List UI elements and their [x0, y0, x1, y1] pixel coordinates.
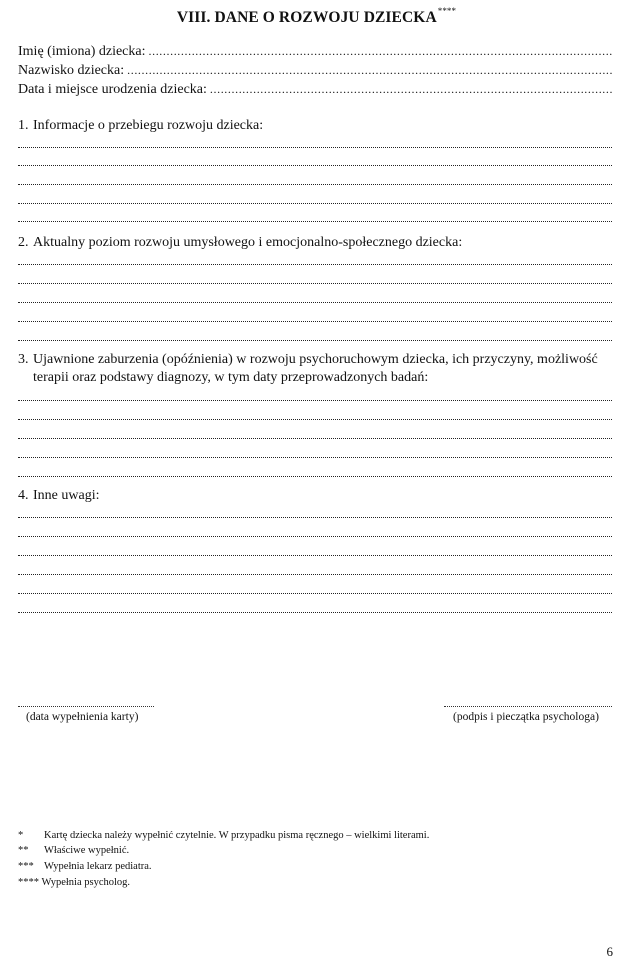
section-3-line[interactable] [18, 443, 612, 458]
section-1-line[interactable] [18, 133, 612, 148]
footnote-mark: **** [18, 877, 39, 888]
section-2-line[interactable] [18, 326, 612, 341]
section-3-line[interactable] [18, 462, 612, 477]
section-3-line[interactable] [18, 386, 612, 401]
section-number: 2. [18, 235, 29, 250]
field-label: Nazwisko dziecka: [18, 63, 125, 78]
footnote-text: Wypełnia psycholog. [41, 877, 131, 888]
section-4-line[interactable] [18, 560, 612, 575]
footnote-text: Kartę dziecka należy wypełnić czytelnie. W przypadku pisma ręcznego – wielkimi literami. [44, 830, 430, 841]
fill-line[interactable] [149, 44, 613, 59]
footnote-text: Właściwe wypełnić. [44, 845, 130, 856]
title-text: VIII. DANE O ROZWOJU DZIECKA [176, 9, 437, 26]
page-number: 6 [606, 944, 613, 959]
page-title [0, 6, 633, 27]
section-3-line[interactable] [18, 405, 612, 420]
field-label: Imię (imiona) dziecka: [18, 44, 146, 59]
section-1-line[interactable] [18, 207, 612, 222]
fill-line[interactable] [210, 82, 612, 97]
footnote-mark: *** [18, 861, 34, 872]
section-heading-text: Informacje o przebiegu rozwoju dziecka: [33, 118, 264, 133]
footnote-2 [18, 843, 129, 858]
section-number: 1. [18, 118, 29, 133]
section-2-line[interactable] [18, 269, 612, 284]
psychologist-signature-label: (podpis i pieczątka psychologa) [453, 711, 599, 723]
date-signature-line[interactable] [18, 704, 154, 707]
date-signature-label: (data wypełnienia karty) [26, 711, 139, 723]
section-2-line[interactable] [18, 288, 612, 303]
section-2-line[interactable] [18, 250, 612, 265]
footnote-1 [18, 828, 429, 843]
footnote-mark: * [18, 830, 24, 841]
section-heading-text: Aktualny poziom rozwoju umysłowego i emocjonalno-społecznego dziecka: [33, 235, 463, 250]
psychologist-signature-line[interactable] [444, 704, 612, 707]
footnote-4 [18, 875, 130, 890]
section-number: 3. [18, 352, 29, 367]
section-4-line[interactable] [18, 522, 612, 537]
section-heading-continuation: terapii oraz podstawy diagnozy, w tym daty przeprowadzonych badań: [33, 370, 429, 385]
section-3-line[interactable] [18, 424, 612, 439]
title-footnote-mark: **** [437, 6, 457, 16]
section-4-line[interactable] [18, 503, 612, 518]
section-4-line[interactable] [18, 541, 612, 556]
footnote-text: Wypełnia lekarz pediatra. [44, 861, 152, 872]
section-2-line[interactable] [18, 307, 612, 322]
section-1-line[interactable] [18, 170, 612, 185]
footnote-3 [18, 859, 152, 874]
field-birth-date-place[interactable] [18, 82, 612, 100]
section-1-line[interactable] [18, 189, 612, 204]
section-heading-text: Ujawnione zaburzenia (opóźnienia) w rozwoju psychoruchowym dziecka, ich przyczyny, możliwość [33, 352, 598, 367]
field-child-surname[interactable] [18, 63, 612, 81]
section-4-line[interactable] [18, 579, 612, 594]
footnote-mark: ** [18, 845, 29, 856]
section-1-line[interactable] [18, 151, 612, 166]
fill-line[interactable] [127, 63, 612, 78]
section-4-line[interactable] [18, 598, 612, 613]
field-label: Data i miejsce urodzenia dziecka: [18, 82, 207, 97]
section-heading-text: Inne uwagi: [33, 488, 100, 503]
section-number: 4. [18, 488, 29, 503]
field-child-first-names[interactable] [18, 44, 612, 62]
section-3-heading [18, 351, 616, 387]
